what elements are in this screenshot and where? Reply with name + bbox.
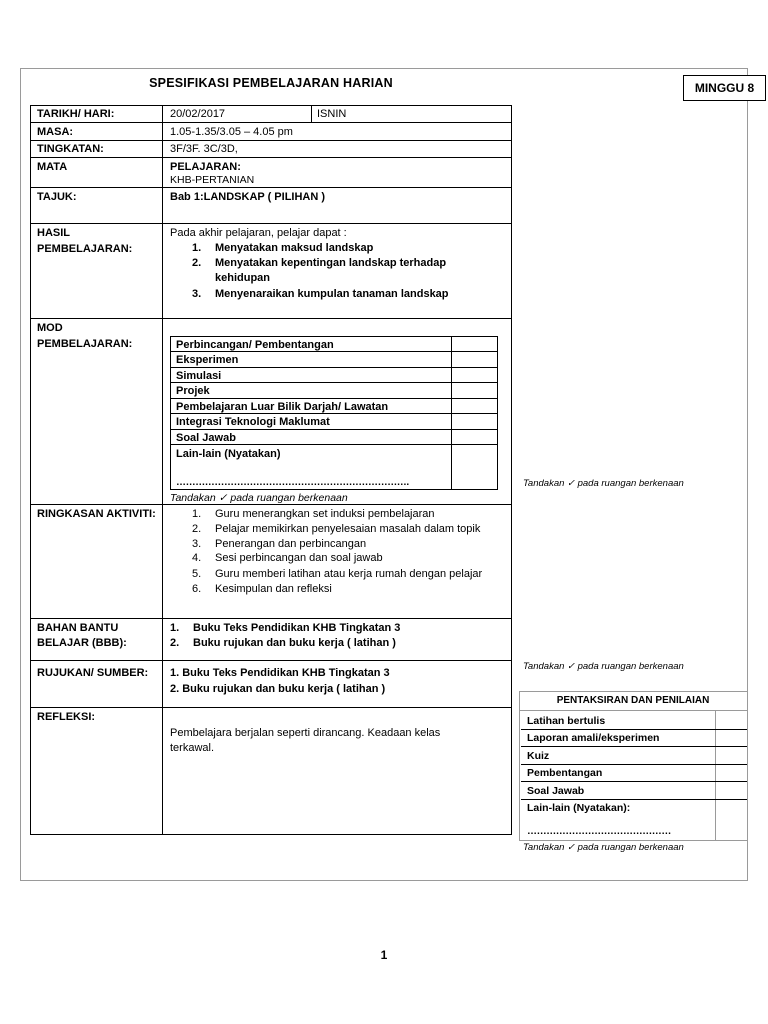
side-note-2: Tandakan ✓ pada ruangan berkenaan <box>523 661 684 672</box>
ringkasan-item-6: 6. Kesimpulan dan refleksi <box>192 583 332 595</box>
mata-label: MATA <box>37 161 68 173</box>
page-title: SPESIFIKASI PEMBELAJARAN HARIAN <box>149 76 393 90</box>
pentaksiran-item-2: Laporan amali/eksperimen <box>527 732 660 744</box>
refleksi-line-2: terkawal. <box>170 742 215 754</box>
pentaksiran-item-5: Soal Jawab <box>527 785 585 797</box>
side-note-1: Tandakan ✓ pada ruangan berkenaan <box>523 478 684 489</box>
hari-value: ISNIN <box>317 108 347 120</box>
mata-pelajaran-value: KHB-PERTANIAN <box>170 174 255 186</box>
pentaksiran-item-3: Kuiz <box>527 750 550 762</box>
pelajaran-label: PELAJARAN: <box>170 161 241 173</box>
hasil-label-1: HASIL <box>37 227 70 239</box>
page-number: 1 <box>380 948 388 962</box>
tarikh-label: TARIKH/ HARI: <box>37 108 115 120</box>
rujukan-line-1: 1. Buku Teks Pendidikan KHB Tingkatan 3 <box>170 667 390 679</box>
tingkatan-label: TINGKATAN: <box>37 143 104 155</box>
refleksi-label: REFLEKSI: <box>37 711 96 723</box>
bahan-item-2: 2. Buku rujukan dan buku kerja ( latihan ) <box>170 637 396 649</box>
refleksi-line-1: Pembelajara berjalan seperti dirancang. Keadaan kelas <box>170 727 441 739</box>
pentaksiran-item-4: Pembentangan <box>527 767 603 779</box>
ringkasan-item-2: 2. Pelajar memikirkan penyelesaian masalah dalam topik <box>192 523 481 535</box>
mod-note: Tandakan ✓ pada ruangan berkenaan <box>170 492 348 504</box>
masa-value: 1.05-1.35/3.05 – 4.05 pm <box>170 126 293 138</box>
mod-option-2: Eksperimen <box>176 354 239 366</box>
hasil-item-3: 3. Menyenaraikan kumpulan tanaman landskap <box>192 288 449 300</box>
page-frame <box>20 68 748 881</box>
bahan-label-1: BAHAN BANTU <box>37 622 119 634</box>
bahan-item-1: 1. Buku Teks Pendidikan KHB Tingkatan 3 <box>170 622 401 634</box>
mod-option-7: Soal Jawab <box>176 432 236 444</box>
tingkatan-value: 3F/3F. 3C/3D, <box>170 143 238 155</box>
mod-option-4: Projek <box>176 385 210 397</box>
ringkasan-item-3: 3. Penerangan dan perbincangan <box>192 538 367 550</box>
hasil-label-2: PEMBELAJARAN: <box>37 243 133 255</box>
hasil-item-1: 1. Menyatakan maksud landskap <box>192 242 374 254</box>
pentaksiran-lain-dots: ……………………………………… <box>527 826 672 837</box>
rujukan-line-2: 2. Buku rujukan dan buku kerja ( latihan ) <box>170 683 386 695</box>
hasil-item-2: 2. Menyatakan kepentingan landskap terhadap <box>192 257 447 269</box>
mod-label-2: PEMBELAJARAN: <box>37 338 133 350</box>
ringkasan-label: RINGKASAN AKTIVITI: <box>37 508 156 520</box>
tajuk-value: Bab 1:LANDSKAP ( PILIHAN ) <box>170 191 326 203</box>
masa-label: MASA: <box>37 126 74 138</box>
mod-lain-dots: ………………………………………………………………. <box>176 477 409 488</box>
mod-option-6: Integrasi Teknologi Maklumat <box>176 416 330 428</box>
rujukan-label: RUJUKAN/ SUMBER: <box>37 667 149 679</box>
ringkasan-item-4: 4. Sesi perbincangan dan soal jawab <box>192 552 383 564</box>
bahan-label-2: BELAJAR (BBB): <box>37 637 127 649</box>
mod-option-1: Perbincangan/ Pembentangan <box>176 339 334 351</box>
mod-option-3: Simulasi <box>176 370 222 382</box>
mod-label-1: MOD <box>37 322 63 334</box>
hasil-item-2-cont: kehidupan <box>215 272 271 284</box>
mod-option-5: Pembelajaran Luar Bilik Darjah/ Lawatan <box>176 401 389 413</box>
pentaksiran-item-6: Lain-lain (Nyatakan): <box>527 802 631 814</box>
side-note-3: Tandakan ✓ pada ruangan berkenaan <box>523 842 684 853</box>
ringkasan-item-1: 1. Guru menerangkan set induksi pembelajaran <box>192 508 435 520</box>
pentaksiran-title: PENTAKSIRAN DAN PENILAIAN <box>556 695 710 706</box>
tarikh-value: 20/02/2017 <box>170 108 226 120</box>
ringkasan-item-5: 5. Guru memberi latihan atau kerja rumah dengan pelajar <box>192 568 483 580</box>
pentaksiran-item-1: Latihan bertulis <box>527 715 606 727</box>
tajuk-label: TAJUK: <box>37 191 77 203</box>
week-badge: MINGGU 8 <box>683 75 766 101</box>
mod-option-8: Lain-lain (Nyatakan) <box>176 448 281 460</box>
hasil-intro: Pada akhir pelajaran, pelajar dapat : <box>170 227 347 239</box>
